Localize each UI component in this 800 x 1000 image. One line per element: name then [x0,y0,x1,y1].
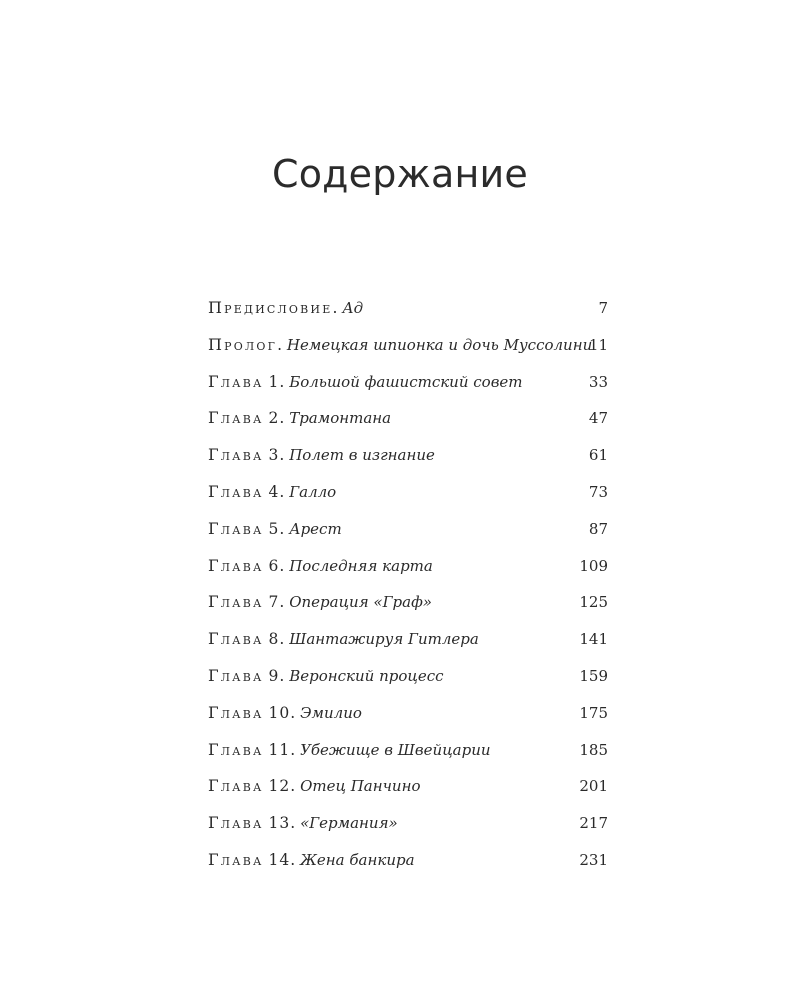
toc-entry-number: 14 [268,850,291,869]
toc-entry-kind: Глава [208,665,264,685]
toc-entry [208,290,608,327]
toc-entry-label: Глава 3. Полет в изгнание [208,445,435,465]
toc-entry-label: Глава 6. Последняя карта [208,555,433,575]
toc-entry-label: Глава 8. Шантажируя Гитлера [208,629,479,649]
toc-entry-label: Глава 1. Большой фашистский совет [208,371,523,391]
toc-entry-kind: Глава [208,371,264,391]
toc-entry-page: 61 [588,446,608,465]
toc-entry-label: Глава 7. Операция «Граф» [208,592,432,612]
toc-entry [208,695,608,732]
toc-entry-page: 109 [579,556,608,575]
toc-entry-title: Ад [342,299,364,317]
toc-entry-label: Глава 10. Эмилио [208,702,362,722]
toc-entry-kind: Глава [208,518,264,538]
toc-entry-number: 10 [268,703,291,722]
toc-entry-number: 5 [268,519,280,538]
toc-entry [208,584,608,621]
toc-entry-kind: Глава [208,481,264,501]
toc-entry-number: 4 [268,482,280,501]
toc-entry [208,732,608,769]
toc-entry-label: Глава 2. Трамонтана [208,408,392,428]
toc-entry-kind: Глава [208,702,264,722]
toc-entry-label: Глава 5. Арест [208,518,342,538]
toc-entry [208,768,608,805]
toc-entry [208,621,608,658]
toc-entry-number: 2 [268,409,280,428]
toc-entry-page: 125 [579,593,608,612]
toc-entry-kind: Глава [208,739,264,759]
toc-entry [208,400,608,437]
toc-entry-kind: Предисловие [208,298,333,317]
toc-entry-number: 6 [268,556,280,575]
toc-entry-title: Операция «Граф» [289,593,432,612]
toc-entry-page: 33 [588,372,608,391]
toc-entry-page: 87 [588,519,608,538]
toc-entry [208,327,608,364]
toc-entry-title: Большой фашистский совет [289,372,523,391]
toc-entry-page: 185 [579,740,608,759]
toc-entry-page: 7 [598,299,608,317]
toc-entry-title: Шантажируя Гитлера [289,630,479,649]
toc-entry-label: Глава 12. Отец Панчино [208,776,421,796]
toc-entry-number: 12 [268,777,291,796]
toc-entry-title: Жена банкира [300,850,415,869]
toc-entry-page: 141 [579,630,608,649]
toc-entry-page: 73 [588,482,608,501]
toc-entry-page: 175 [579,703,608,722]
toc-entry-title: Трамонтана [289,409,392,428]
toc-entry-title: «Германия» [300,814,398,833]
table-of-contents [208,290,608,879]
toc-entry-number: 13 [268,814,291,833]
toc-entry-number: 1 [268,372,280,391]
toc-entry [208,805,608,842]
toc-entry-number: 7 [268,593,280,612]
toc-entry-kind: Глава [208,629,264,649]
page-title: Содержание [272,152,528,196]
toc-entry-number: 9 [268,666,280,685]
toc-entry [208,511,608,548]
toc-entry-kind: Глава [208,555,264,575]
toc-entry-title: Эмилио [300,703,362,722]
toc-entry-title: Полет в изгнание [289,446,435,465]
toc-entry-number: 8 [268,630,280,649]
toc-entry-title: Веронский процесс [289,666,444,685]
toc-entry-label: Глава 13. «Германия» [208,813,398,833]
toc-entry-kind: Глава [208,592,264,612]
toc-entry-label: Предисловие. Ад [208,298,364,317]
toc-entry-title: Галло [289,482,337,501]
toc-entry-label: Глава 14. Жена банкира [208,849,415,869]
toc-entry [208,842,608,879]
toc-entry-kind: Глава [208,408,264,428]
toc-entry-title: Арест [289,519,342,538]
toc-entry-page: 47 [588,409,608,428]
toc-entry-kind: Пролог [208,334,278,354]
toc-entry-title: Немецкая шпионка и дочь Муссолини [286,335,593,354]
toc-entry-label: Глава 11. Убежище в Швейцарии [208,739,491,759]
toc-entry-kind: Глава [208,813,264,833]
toc-entry-page: 11 [588,335,608,354]
toc-entry-kind: Глава [208,776,264,796]
toc-entry [208,548,608,585]
toc-entry-page: 201 [579,777,608,796]
toc-entry-number: 3 [268,446,280,465]
toc-entry [208,474,608,511]
toc-entry-page: 159 [579,666,608,685]
toc-entry-title: Убежище в Швейцарии [300,740,491,759]
toc-entry-label: Глава 9. Веронский процесс [208,665,444,685]
toc-entry-title: Отец Панчино [300,777,421,796]
toc-entry-number: 11 [268,740,291,759]
toc-entry [208,658,608,695]
toc-entry-page: 231 [579,850,608,869]
toc-entry-title: Последняя карта [289,556,433,575]
toc-entry-kind: Глава [208,849,264,869]
toc-entry [208,437,608,474]
toc-entry-label: Пролог. Немецкая шпионка и дочь Муссолини [208,334,593,354]
toc-entry-label: Глава 4. Галло [208,481,337,501]
toc-entry [208,364,608,401]
toc-entry-kind: Глава [208,445,264,465]
toc-entry-page: 217 [579,814,608,833]
